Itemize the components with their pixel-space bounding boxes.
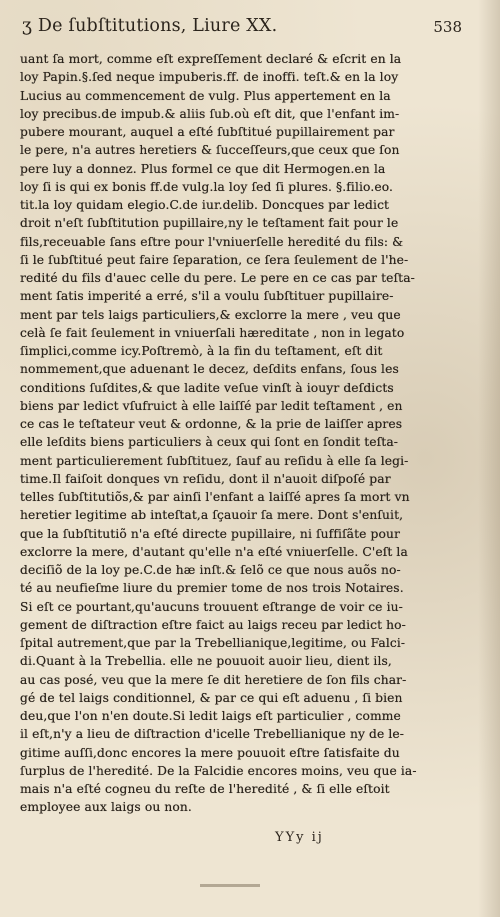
text-line: uant ſa mort, comme eſt expreſſement declaré & eſcrit en la — [20, 52, 402, 66]
text-line: que la ſubſtitutiõ n'a eſté directe pupillaire, ni ſuffiſãte pour — [20, 526, 400, 541]
text-line: nommement,que aduenant le decez, deſdits enfans, ſous les — [20, 362, 399, 377]
text-line: loy ſi is qui ex bonis ff.de vulg.la loy ſed ſi plures. §.filio.eo. — [20, 179, 393, 194]
text-line: redité du fils d'auec celle du pere. Le pere en ce cas par teſta- — [20, 271, 415, 285]
page-number: 538 — [433, 18, 462, 36]
text-line: employee aux laigs ou non. — [20, 800, 192, 815]
text-line: biens par ledict vſufruict à elle laiſſé par ledit teſtament , en — [20, 398, 403, 413]
page-header — [22, 16, 462, 42]
text-line: il eſt,n'y a lieu de diſtraction d'icelle Trebellianique ny de le- — [20, 727, 405, 742]
text-line: pubere mourant, auquel a eſté ſubſtitué pupillairement par — [20, 125, 395, 139]
body-text — [20, 50, 455, 817]
text-line: le pere, n'a autres heretiers & ſucceſſeurs,que ceux que ſon — [20, 143, 400, 158]
text-line: mais n'a eſté cogneu du reſte de l'heredité , & ſi elle eſtoit — [20, 782, 390, 796]
text-line: ment ſatis imperité a erré, s'il a voulu ſubſtituer pupillaire- — [20, 289, 394, 304]
signature-mark: YYy ij — [275, 830, 324, 845]
text-line: deciſiõ de la loy pe.C.de hæ inſt.& ſelõ ce que nous auõs no- — [20, 563, 401, 577]
text-line: telles ſubſtitutiõs,& par ainſi l'enfant a laiſſé apres ſa mort vn — [20, 490, 410, 504]
text-line: ce cas le teſtateur veut & ordonne, & la prie de laiſſer apres — [20, 417, 403, 431]
text-line: di.Quant à la Trebellia. elle ne pouuoit auoir lieu, dient ils, — [20, 654, 392, 669]
text-line: gement de diſtraction eſtre faict au laigs receu par ledict ho- — [20, 617, 406, 632]
running-head: ʒ De ſubſtitutions, Liure XX. — [22, 16, 278, 36]
text-line: gitime auſſi,donc encores la mere pouuoit eſtre ſatisfaite du — [20, 745, 400, 760]
text-line: elle leſdits biens particuliers à ceux qui ſont en ſondit teſta- — [20, 435, 399, 450]
text-line: ſpital autrement,que par la Trebellianique,legitime, ou Falci- — [20, 636, 406, 650]
text-line: conditions ſuſdites,& que ladite veſue vinſt à iouyr deſdicts — [20, 380, 394, 395]
text-line: loy Papin.§.ſed neque impuberis.ff. de inoffi. teſt.& en la loy — [20, 70, 399, 85]
text-line: Lucius au commencement de vulg. Plus appertement en la — [20, 88, 391, 103]
page-gutter-shadow — [478, 0, 500, 917]
text-line: time.Il faiſoit donques vn reſidu, dont il n'auoit diſpoſé par — [20, 471, 391, 486]
text-line: celà ſe fait ſeulement in vniuerſali hæreditate , non in legato — [20, 325, 405, 340]
text-line: tit.la loy quidam elegio.C.de iur.delib. Doncques par ledict — [20, 198, 390, 212]
text-line: fils,receuable ſans eſtre pour l'vniuerſelle heredité du fils: & — [20, 234, 404, 249]
text-line: pere luy a donnez. Plus formel ce que dit Hermogen.en la — [20, 161, 386, 176]
text-line: loy precibus.de impub.& aliis ſub.où eſt dit, que l'enfant im- — [20, 106, 400, 121]
text-line: heretier legitime ab inteſtat,a ſçauoir ſa mere. Dont s'enſuit, — [20, 508, 404, 523]
text-line: ſimplici,comme icy.Poſtremò, à la fin du teſtament, eſt dit — [20, 344, 383, 358]
text-line: au cas posé, veu que la mere ſe dit heretiere de ſon fils char- — [20, 672, 407, 687]
text-line: Si eſt ce pourtant,qu'aucuns trouuent eſtrange de voir ce iu- — [20, 599, 403, 614]
binding-mark — [200, 884, 260, 887]
page-footer — [0, 824, 500, 904]
text-line: ment par tels laigs particuliers,& exclorre la mere , veu que — [20, 307, 401, 322]
text-line: ment particulierement ſubſtituez, ſauf au reſidu à elle ſa legi- — [20, 453, 409, 468]
text-line: ſi le ſubſtitué peut faire ſeparation, ce ſera ſeulement de l'he- — [20, 252, 409, 267]
text-line: deu,que l'on n'en doute.Si ledit laigs eſt particulier , comme — [20, 709, 401, 723]
text-line: droit n'eſt ſubſtitution pupillaire,ny le teſtament fait pour le — [20, 216, 399, 231]
text-line: ſurplus de l'heredité. De la Falcidie encores moins, veu que ia- — [20, 763, 417, 778]
text-line: exclorre la mere, d'autant qu'elle n'a eſté vniuerſelle. C'eſt la — [20, 544, 408, 559]
text-line: té au neufieſme liure du premier tome de nos trois Notaires. — [20, 581, 404, 596]
text-line: gé de tel laigs conditionnel, & par ce qui eſt aduenu , ſi bien — [20, 690, 403, 705]
